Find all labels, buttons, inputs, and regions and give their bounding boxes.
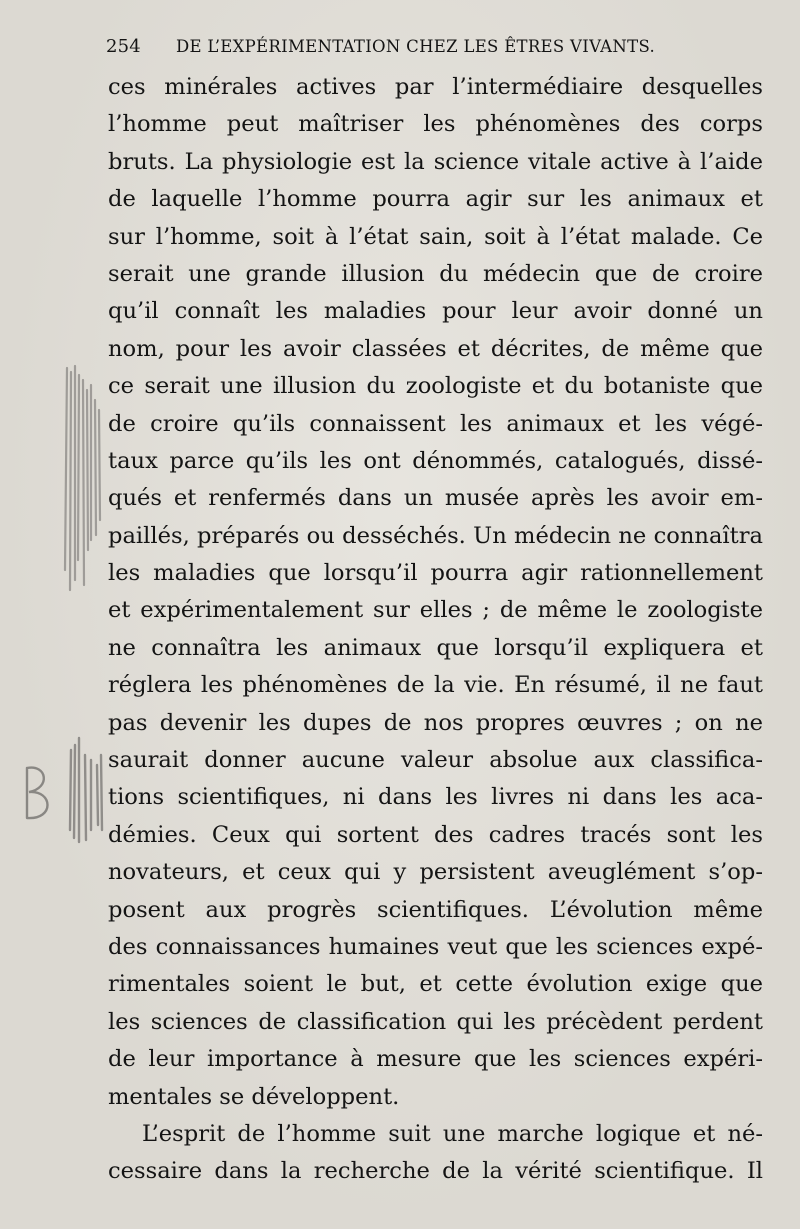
paragraph-start-line: L’esprit de l’homme suit une marche logique et né-: [142, 1120, 763, 1147]
text-line: sur l’homme, soit à l’état sain, soit à l’état malade. Ce: [108, 223, 763, 250]
text-line: tions scientifiques, ni dans les livres ni dans les aca-: [108, 784, 763, 811]
text-line: taux parce qu’ils les ont dénommés, catalogués, dissé-: [108, 447, 763, 474]
pencil-strokes-upper: [65, 366, 100, 590]
text-line: nom, pour les avoir classées et décrites, de même que: [108, 335, 763, 362]
text-line: rimentales soient le but, et cette évolution exige que: [108, 971, 763, 998]
text-line: l’homme peut maîtriser les phénomènes des corps: [108, 111, 763, 138]
text-line: pas devenir les dupes de nos propres œuvres ; on ne: [108, 709, 763, 736]
text-line: qu’il connaît les maladies pour leur avoir donné un: [108, 298, 763, 325]
text-line: serait une grande illusion du médecin que de croire: [108, 260, 763, 287]
text-line: posent aux progrès scientifiques. L’évolution même: [108, 896, 763, 923]
pencil-strokes-lower: [70, 738, 102, 842]
running-title: DE L’EXPÉRIMENTATION CHEZ LES ÊTRES VIVANTS.: [176, 37, 656, 56]
text-line: de laquelle l’homme pourra agir sur les animaux et: [108, 186, 763, 213]
text-line: cessaire dans la recherche de la vérité scientifique. Il: [108, 1158, 763, 1185]
text-line: et expérimentalement sur elles ; de même le zoologiste: [108, 597, 763, 624]
text-line: démies. Ceux qui sortent des cadres tracés sont les: [108, 821, 763, 848]
text-line: novateurs, et ceux qui y persistent aveuglément s’op-: [108, 859, 763, 886]
text-line: les maladies que lorsqu’il pourra agir rationnellement: [108, 560, 763, 587]
text-line: les sciences de classification qui les précèdent perdent: [108, 1008, 763, 1035]
running-header: [106, 36, 756, 60]
text-line: de croire qu’ils connaissent les animaux et les végé-: [108, 410, 763, 437]
body-text: [108, 69, 763, 1191]
text-line: bruts. La physiologie est la science vitale active à l’aide: [108, 148, 763, 175]
text-line: qués et renfermés dans un musée après les avoir em-: [108, 485, 763, 512]
text-line: mentales se développent.: [108, 1083, 400, 1110]
page-number: 254: [106, 36, 141, 57]
text-line: ce serait une illusion du zoologiste et du botaniste que: [108, 373, 763, 400]
handwritten-letter-b: [27, 768, 48, 819]
text-line: ces minérales actives par l’intermédiaire desquelles: [108, 74, 763, 100]
text-line: de leur importance à mesure que les sciences expéri-: [108, 1046, 763, 1073]
text-line: réglera les phénomènes de la vie. En résumé, il ne faut: [108, 672, 763, 699]
text-line: paillés, préparés ou desséchés. Un médecin ne connaîtra: [108, 522, 763, 549]
text-line: des connaissances humaines veut que les sciences expé-: [108, 933, 763, 960]
text-line: saurait donner aucune valeur absolue aux classifica-: [108, 747, 763, 774]
text-line: ne connaîtra les animaux que lorsqu’il expliquera et: [108, 634, 763, 661]
